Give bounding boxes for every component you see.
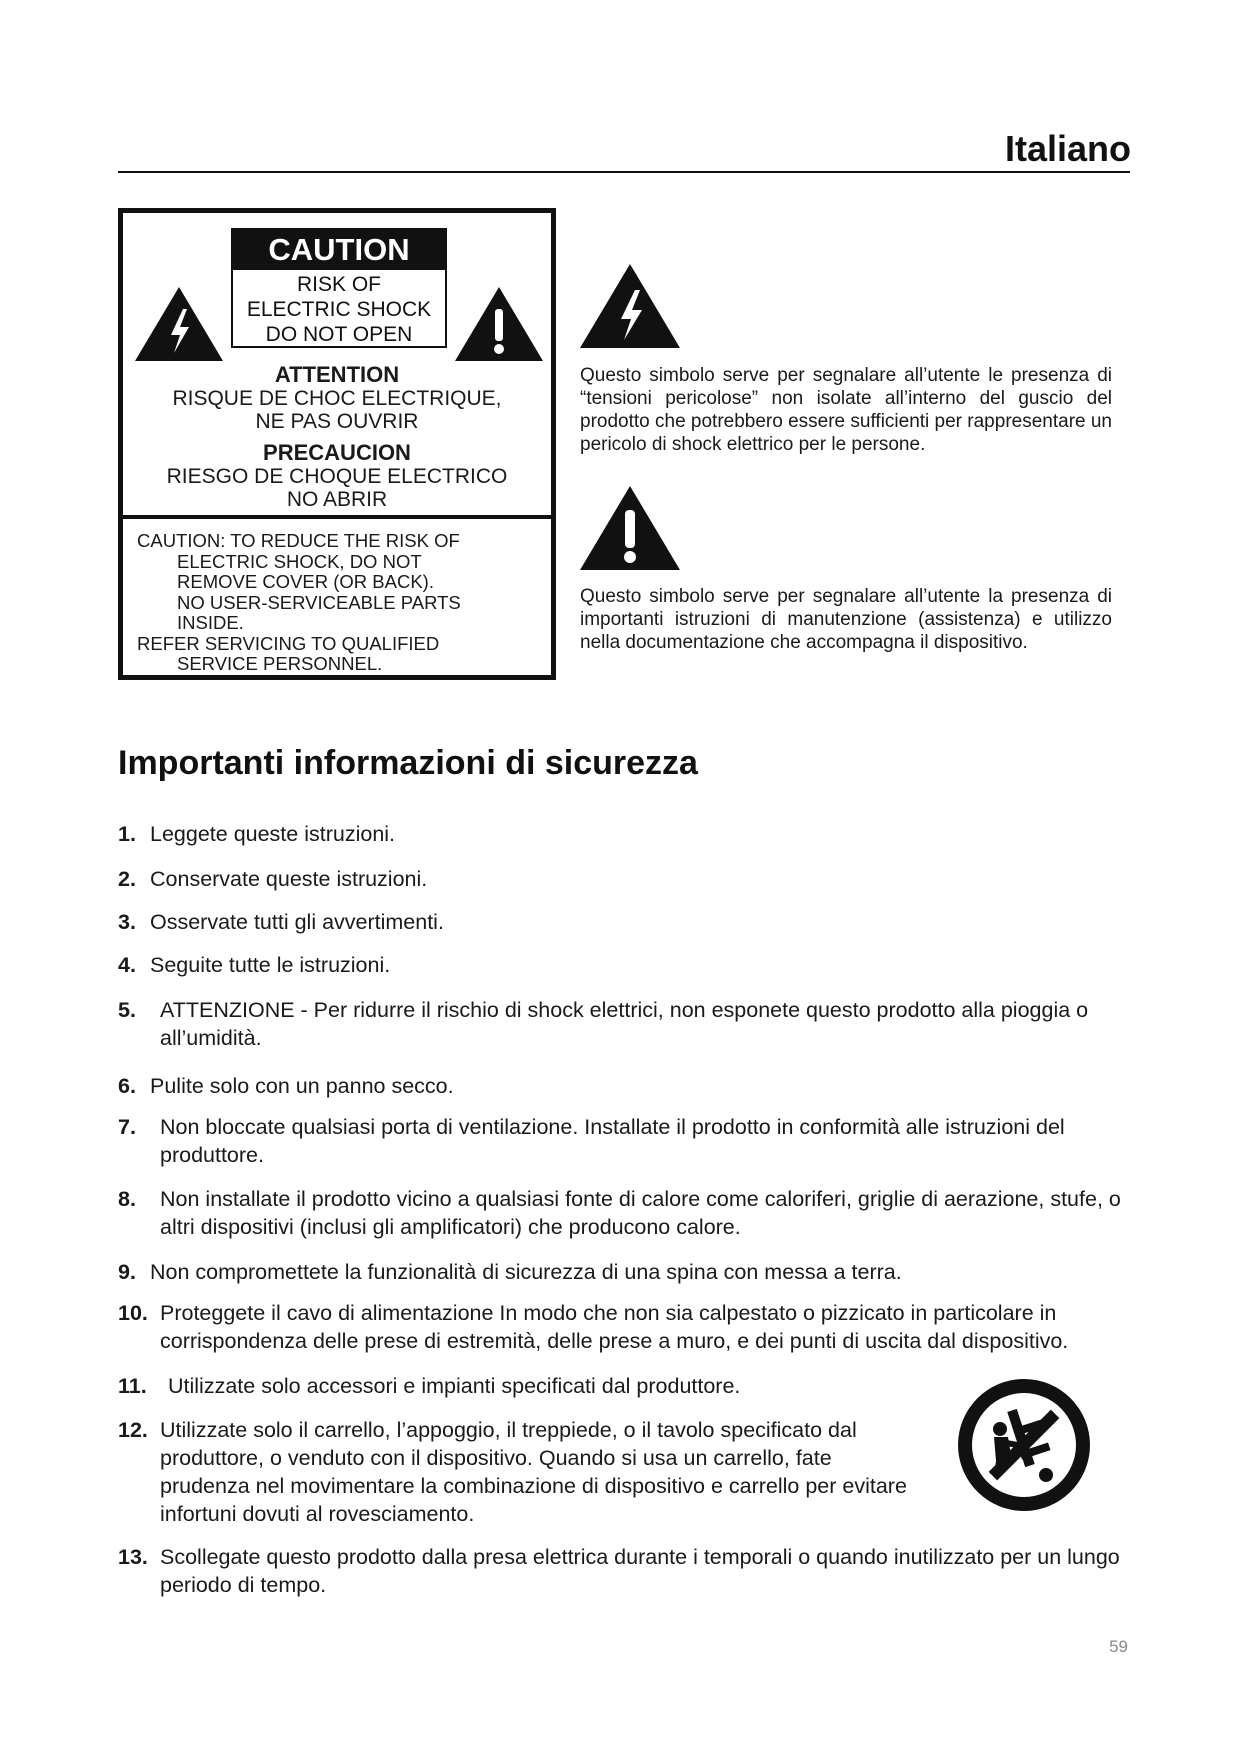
fr-line: RISQUE DE CHOC ELECTRIQUE, [172,387,502,410]
item-number: 3. [118,910,136,934]
item-text: Seguite tutte le istruzioni. [150,953,391,977]
exclamation-symbol-icon [578,484,682,572]
list-item [118,908,1128,936]
en-line: REMOVE COVER (OR BACK). [177,571,434,592]
item-text: Scollegate questo prodotto dalla presa elettrica durante i temporali o quando inutilizzato per un lungo periodo di tempo. [160,1545,1120,1597]
item-number: 1. [118,822,136,846]
fr-heading: ATTENTION [274,362,400,387]
cart-tipover-warning-icon [954,1375,1094,1515]
item-text: Osservate tutti gli avvertimenti. [150,910,444,934]
item-number: 8. [118,1187,136,1211]
risk-text [233,270,445,347]
item-number: 2. [118,867,136,891]
item-text: Leggete queste istruzioni. [150,822,396,846]
list-item [118,820,1128,848]
list-item [118,1543,1128,1599]
item-text: Non compromettete la funzionalità di sicurezza di una spina con messa a terra. [150,1260,902,1284]
es-line: NO ABRIR [286,488,388,511]
en-line: SERVICE PERSONNEL. [177,653,383,674]
item-text: Utilizzate solo accessori e impianti specificati dal produttore. [168,1374,741,1398]
item-number: 7. [118,1115,136,1139]
en-line: ELECTRIC SHOCK, DO NOT [177,550,422,572]
item-number: 12. [118,1418,148,1442]
list-item [118,1299,1128,1355]
item-number: 6. [118,1074,136,1098]
caution-title: CAUTION [233,230,445,270]
english-warning [137,531,547,675]
header-divider [118,171,1130,173]
item-number: 9. [118,1260,136,1284]
list-item [118,1416,918,1528]
list-item [118,996,1128,1052]
item-text: Conservate queste istruzioni. [150,867,428,891]
item-text: Proteggete il cavo di alimentazione In modo che non sia calpestato o pizzicato in particolare in corrispondenza delle prese di estremità, delle prese a muro, e dei punti di uscita dal dispositivo. [160,1301,1069,1353]
caution-panel [231,228,447,348]
multilingual-warning [123,363,551,511]
item-number: 13. [118,1545,148,1569]
risk-line: DO NOT OPEN [265,323,413,346]
risk-line: ELECTRIC SHOCK [246,298,432,321]
fr-line: NE PAS OUVRIR [255,410,419,433]
item-text: ATTENZIONE - Per ridurre il rischio di shock elettrici, non esponete questo prodotto alla pioggia o all’umidità. [160,998,1089,1050]
en-line: CAUTION: TO REDUCE THE RISK OF [137,530,460,551]
item-text: Pulite solo con un panno secco. [150,1074,454,1098]
section-title: Importanti informazioni di sicurezza [118,744,698,782]
exclamation-symbol-description: Questo simbolo serve per segnalare all’utente la presenza di importanti istruzioni di manutenzione (assistenza) e utilizzo nella documentazione che accompagna il dispositivo. [580,586,1112,653]
list-item [118,1113,1128,1169]
list-item [118,1258,1128,1286]
en-line: REFER SERVICING TO QUALIFIED [137,632,440,654]
label-divider [123,515,551,519]
page-language-title: Italiano [1004,128,1131,169]
item-text: Non bloccate qualsiasi porta di ventilazione. Installate il prodotto in conformità alle istruzioni del produttore. [160,1115,1065,1167]
list-item [118,865,1128,893]
item-number: 5. [118,998,136,1022]
es-line: RIESGO DE CHOQUE ELECTRICO [166,465,508,488]
page-number: 59 [1109,1637,1128,1656]
item-text: Utilizzate solo il carrello, l’appoggio, il treppiede, o il tavolo specificato dal produttore, o venduto con il dispositivo. Quando si usa un carrello, fate prudenza nel movimentare la combinazione di dispositivo e carrello per evitare infortuni dovuti al rovesciamento. [160,1418,907,1526]
risk-line: RISK OF [296,273,381,296]
item-number: 10. [118,1301,148,1325]
item-number: 11. [118,1374,147,1398]
en-line: INSIDE. [177,612,244,633]
list-item [118,1185,1128,1241]
exclamation-warning-icon [453,285,545,363]
caution-label [118,208,556,680]
es-heading: PRECAUCION [263,440,411,465]
list-item [118,951,1128,979]
item-number: 4. [118,953,136,977]
en-line: NO USER-SERVICEABLE PARTS [177,591,461,613]
lightning-symbol-description: Questo simbolo serve per segnalare all’utente le presenza di “tensioni pericolose” non isolate all’interno del guscio del prodotto che potrebbero essere sufficienti per rappresentare un pericolo di shock elettrico per le persone. [580,365,1112,455]
item-text: Non installate il prodotto vicino a qualsiasi fonte di calore come caloriferi, griglie di aerazione, stufe, o altri dispositivi (inclusi gli amplificatori) che producono calore. [160,1187,1121,1239]
lightning-warning-icon [133,285,225,363]
lightning-symbol-icon [578,262,682,350]
list-item [118,1072,1128,1100]
